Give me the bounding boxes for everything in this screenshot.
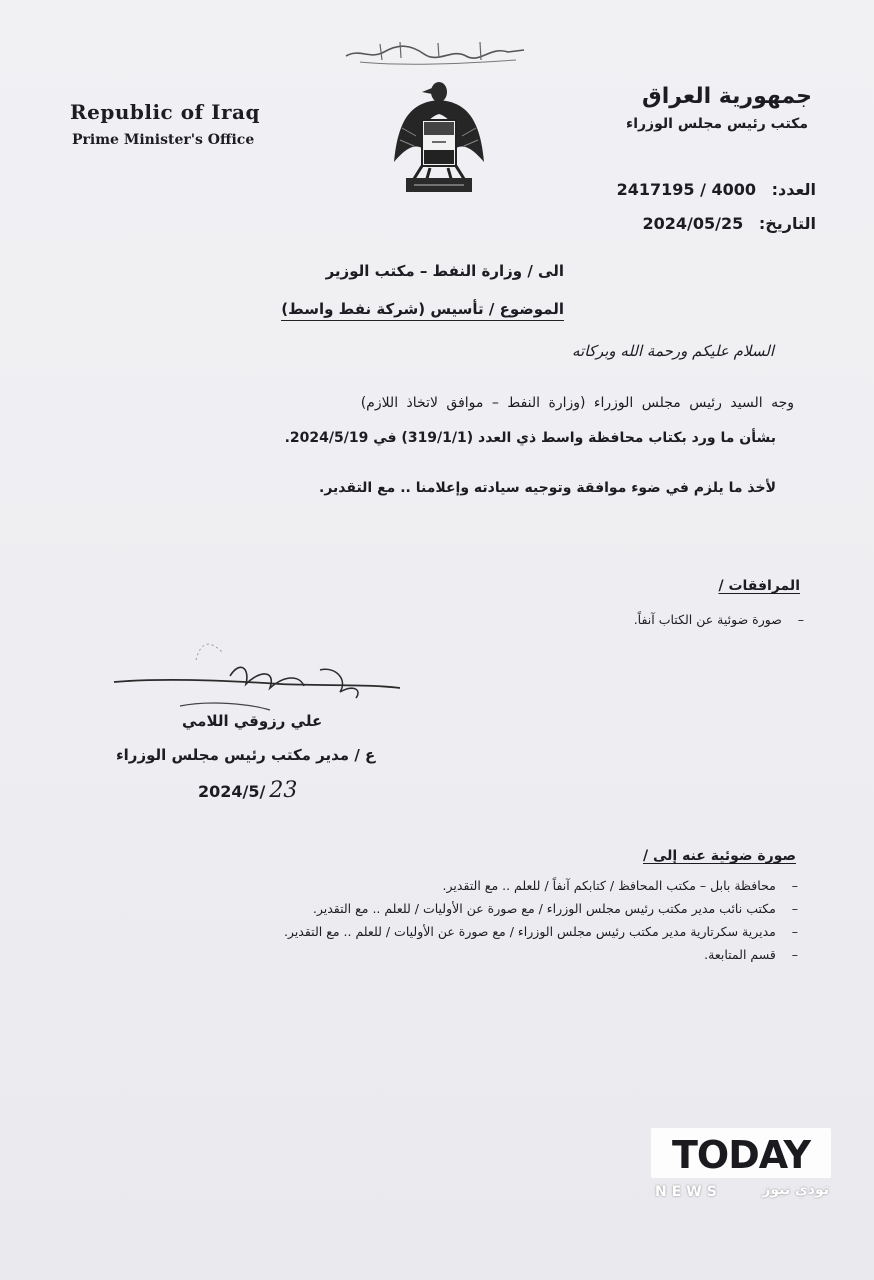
reference-date-label: التاريخ: (758, 214, 816, 233)
list-dash-icon: – (775, 947, 798, 962)
body-paragraph-line-3: لأخذ ما يلزم في ضوء موافقة وتوجيه سيادته وإعلامنا .. مع التقدير. (319, 480, 776, 496)
basmala-calligraphy (340, 34, 530, 68)
logo-brand-text: TODAY (671, 1133, 811, 1177)
list-item (158, 920, 798, 943)
signer-title: ع / مدير مكتب رئيس مجلس الوزراء (116, 746, 376, 764)
signature-date-handwritten: 23 (269, 778, 298, 803)
copy-item-text: مكتب نائب مدير مكتب رئيس مجلس الوزراء / مع صورة عن الأوليات / للعلم .. مع التقدير. (312, 901, 776, 916)
list-item (158, 874, 798, 897)
reference-number (617, 180, 816, 199)
body-paragraph-line-2: بشأن ما ورد بكتاب محافظة واسط ذي العدد (319/1/1) في 2024/5/19. (284, 430, 776, 446)
list-dash-icon: – (781, 612, 804, 627)
reference-date-value: 2024/05/25 (642, 214, 744, 233)
signature-date-printed: 2024/5/ (198, 782, 266, 801)
copy-item-text: مديرية سكرتارية مدير مكتب رئيس مجلس الوزراء / مع صورة عن الأوليات / للعلم .. مع التقدير. (283, 924, 776, 939)
today-news-watermark-logo (651, 1128, 831, 1202)
reference-number-value: 2417195 / 4000 (616, 180, 757, 199)
iraq-eagle-emblem-icon (392, 78, 486, 200)
logo-arabic-text: تودي نيوز (762, 1182, 829, 1198)
list-dash-icon: – (775, 901, 798, 916)
attachments-title: المرافقات / (718, 578, 800, 594)
body-paragraph-line-1: وجه السيد رئيس مجلس الوزراء (وزارة النفط – موافق لاتخاذ اللازم) (360, 395, 794, 411)
english-country-title: Republic of Iraq (70, 100, 260, 124)
signature-date (198, 778, 297, 803)
copy-item-text: قسم المتابعة. (704, 947, 776, 962)
signer-name: علي رزوقي اللامي (182, 712, 323, 730)
copies-list (158, 874, 798, 966)
arabic-office-subtitle: مكتب رئيس مجلس الوزراء (626, 116, 808, 132)
arabic-country-title: جمهورية العراق (642, 84, 812, 109)
addressee-line: الى / وزارة النفط – مكتب الوزير (325, 262, 564, 280)
subject-line: الموضوع / تأسيس (شركة نفط واسط) (281, 300, 564, 321)
list-dash-icon: – (775, 878, 798, 893)
greeting-line: السلام عليكم ورحمة الله وبركاته (572, 342, 774, 360)
list-item (158, 943, 798, 966)
list-item (158, 897, 798, 920)
copies-title: صورة ضوئية عنه إلى / (643, 848, 796, 864)
list-dash-icon: – (775, 924, 798, 939)
english-office-subtitle: Prime Minister's Office (72, 132, 255, 148)
copy-item-text: محافظة بابل – مكتب المحافظ / كتابكم آنفاً / للعلم .. مع التقدير. (442, 878, 776, 893)
attachment-item-text: صورة ضوئية عن الكتاب آنفاً. (633, 612, 782, 627)
reference-number-label: العدد: (771, 180, 816, 199)
reference-date (642, 214, 816, 233)
attachment-item (634, 612, 804, 627)
logo-news-text: NEWS (655, 1184, 722, 1200)
